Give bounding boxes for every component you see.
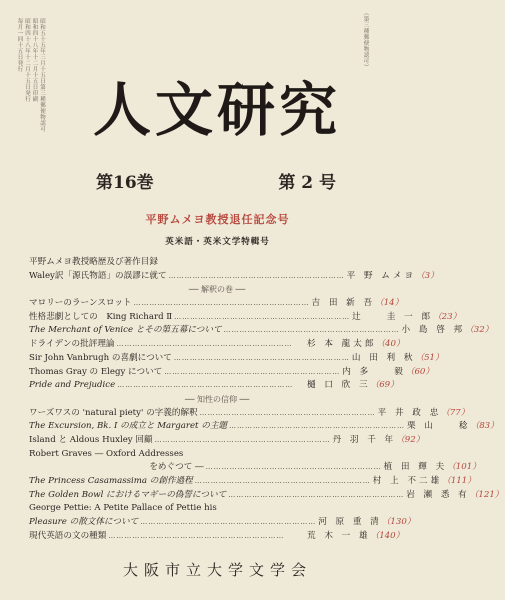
special-issue-title: 平野ムメヨ教授退任記念号: [145, 213, 290, 226]
page-number: （69）: [370, 380, 399, 391]
author-name: 平 井 政 忠: [377, 407, 442, 418]
author-name: 辻 圭 一 郎: [352, 311, 434, 322]
toc-entry-title: Pleasure の散文体について: [29, 517, 139, 528]
author-name: 吉 田 新 吾: [311, 298, 376, 309]
toc-entry-author: [407, 420, 505, 434]
page-number: （83）: [470, 421, 499, 432]
toc-entry-title: George Pettie: A Petite Pallace of Pettie his: [29, 503, 217, 514]
author-name: 内 多 毅: [342, 366, 406, 377]
toc-entry-author: [406, 489, 504, 503]
toc-entry-author: [373, 475, 476, 489]
toc-entry: [29, 256, 405, 270]
toc-entry: [29, 407, 470, 421]
toc-entry-title: 現代英語の文の種類: [29, 530, 107, 541]
author-name: 小 島 啓 邦: [401, 325, 466, 336]
page-number-value: 111: [450, 476, 468, 486]
page-number-value: 130: [390, 517, 407, 528]
toc-entry-title: Pride and Prejudice: [29, 380, 116, 391]
registration-note-right: （第三種郵便物認可）: [362, 10, 369, 70]
leader-dots: …………………………………………………………: [174, 312, 351, 321]
author-name: 荒 木 一 雄: [307, 530, 371, 541]
volume-number: 第16巻: [96, 173, 154, 193]
toc-entry-author: [307, 338, 405, 352]
leader-dots: …………………………………………………………: [173, 353, 350, 362]
toc-entry-author: [402, 324, 500, 338]
registration-note-left: [4, 18, 45, 132]
toc-entry: [29, 461, 481, 475]
page-number-value: 77: [449, 407, 461, 418]
toc-entry-title: The Merchant of Venice とその第五幕について: [29, 325, 222, 336]
toc-entry: [29, 516, 416, 530]
page-number: （130）: [381, 517, 416, 528]
toc-entry: [29, 502, 405, 516]
leader-dots: …………………………………………………………: [108, 531, 285, 540]
page-number: （32）: [465, 325, 494, 336]
page-number-value: 140: [379, 530, 396, 541]
toc-entry-title: 性格悲劇としての King Richard Ⅱ: [29, 311, 173, 322]
page-number: （23）: [433, 311, 462, 322]
issue-number: 第 2 号: [278, 173, 336, 193]
toc-entry-author: [333, 434, 431, 448]
toc-entry-title: Robert Graves ― Oxford Addresses: [29, 448, 184, 459]
registration-line: 昭和五十五年三月十五日第三種郵便物認可: [39, 18, 45, 132]
author-name: 山 田 利 秋: [351, 352, 416, 363]
toc-entry: [29, 379, 405, 393]
leader-dots: …………………………………………………………: [223, 326, 400, 335]
toc-entry-author: [352, 311, 461, 325]
page-number: （101）: [447, 462, 481, 473]
page-number-value: 3: [424, 270, 431, 281]
page-number: （14）: [375, 298, 404, 309]
toc-entry-author: [342, 366, 440, 380]
author-name: 平 野 ムメヨ: [346, 270, 417, 281]
toc-entry-title: Thomas Gray の Elegy について: [29, 366, 163, 377]
leader-dots: …………………………………………………………: [228, 490, 405, 499]
volume-issue: [96, 168, 336, 193]
registration-line: 毎月一回十五日発行: [16, 18, 23, 72]
page-number: （3）: [416, 270, 439, 281]
toc-entry: [29, 489, 504, 503]
leader-dots: …………………………………………………………: [116, 340, 293, 349]
author-name: 丹 羽 千 年: [332, 434, 397, 445]
author-name: 樋 口 欣 三: [307, 380, 371, 391]
toc-entry-title: Island と Aldous Huxley 回顧: [29, 434, 153, 445]
page-number-value: 92: [404, 434, 416, 445]
leader-dots: …………………………………………………………: [229, 422, 406, 431]
page-number-value: 14: [383, 298, 395, 309]
toc-section-heading: ── 解釈の巻 ──: [188, 285, 246, 295]
toc-entry-title: Sir John Vanbrugh の喜劇について: [29, 352, 172, 363]
page-number-value: 51: [424, 352, 435, 363]
page-number-value: 23: [441, 311, 453, 322]
registration-line: 昭和四十八年十二月十五日発行: [24, 18, 30, 102]
page-number-value: 121: [478, 489, 495, 500]
page-number: （40）: [376, 339, 405, 350]
toc-entry: [29, 270, 439, 284]
registration-line: 昭和四十八年十二月十五日印刷: [31, 18, 38, 102]
toc-entry-title: をめぐつて ―: [29, 462, 204, 473]
page-number: （77）: [441, 407, 470, 418]
toc-entry-author: [312, 297, 410, 311]
author-name: 栗 山 稔: [407, 421, 471, 432]
toc-entry-title: The Excursion, Bk. I の成立と Margaret の主題: [29, 421, 228, 432]
toc-entry: [29, 420, 499, 434]
author-name: 河 原 重 清: [318, 517, 382, 528]
toc-entry: [29, 324, 494, 338]
toc-entry: [29, 448, 405, 462]
leader-dots: …………………………………………………………: [133, 299, 310, 308]
toc-entry: [29, 297, 405, 311]
table-of-contents: [29, 256, 504, 543]
toc-entry-title: The Princess Casamassima の創作過程: [29, 476, 193, 486]
leader-dots: …………………………………………………………: [168, 271, 345, 280]
toc-entry: [29, 434, 425, 448]
page-number: （111）: [442, 476, 476, 486]
toc-entry-author: [378, 407, 476, 421]
leader-dots: …………………………………………………………: [194, 477, 371, 485]
journal-title: 人文研究: [92, 76, 341, 144]
author-name: 植 田 輝 夫: [383, 462, 448, 473]
special-issue-subtitle: 英米語・英米文学特輯号: [165, 237, 270, 247]
toc-entry-author: [307, 530, 405, 544]
toc-entry-author: [318, 516, 416, 530]
toc-entry-author: [347, 270, 445, 284]
leader-dots: …………………………………………………………: [117, 381, 294, 390]
toc-section-heading: ── 知性の信仰 ──: [184, 394, 250, 404]
toc-entry: [29, 338, 405, 352]
leader-dots: …………………………………………………………: [164, 367, 341, 376]
leader-dots: …………………………………………………………: [205, 463, 382, 472]
toc-entry-author: [307, 379, 405, 393]
leader-dots: …………………………………………………………: [199, 408, 376, 417]
page-number-value: 40: [385, 339, 396, 350]
publisher-name: 大阪市立大学文学会: [122, 561, 312, 579]
toc-entry: [29, 366, 434, 380]
toc-entry-title: ワーズワスの 'natural piety' の字義的解釈: [29, 407, 198, 418]
toc-entry: [29, 475, 476, 489]
page-number: （121）: [469, 489, 504, 500]
toc-entry-author: [384, 461, 482, 475]
leader-dots: …………………………………………………………: [154, 435, 331, 444]
leader-dots: …………………………………………………………: [140, 518, 317, 527]
page-number-value: 60: [414, 366, 426, 377]
toc-entry-author: [352, 352, 450, 366]
page-number: （140）: [370, 530, 405, 541]
page-number: （51）: [415, 352, 444, 363]
toc-entry-title: ドライデンの批評理論: [29, 339, 115, 350]
toc-entry-title: マロリーのラーンスロット: [29, 298, 132, 309]
page-number: （60）: [405, 366, 434, 377]
author-name: 村 上 不二雄: [372, 476, 443, 486]
toc-entry: [29, 530, 405, 544]
toc-entry-title: 平野ムメヨ教授略歴及び著作目録: [29, 257, 158, 267]
toc-entry-title: The Golden Bowl におけるマギーの偽誓について: [29, 489, 227, 500]
author-name: 岩 瀬 悉 有: [406, 489, 470, 500]
page-number-value: 69: [379, 380, 391, 391]
author-name: 杉 本 龍太郎: [307, 339, 377, 350]
page-number-value: 32: [473, 325, 485, 336]
page-number: （92）: [396, 434, 425, 445]
page-number-value: 83: [479, 421, 491, 432]
toc-entry-title: Waley訳「源氏物語」の誤謬に就て: [29, 270, 167, 281]
toc-entry: [29, 352, 444, 366]
toc-entry: [29, 311, 462, 325]
page-number-value: 101: [455, 462, 473, 473]
